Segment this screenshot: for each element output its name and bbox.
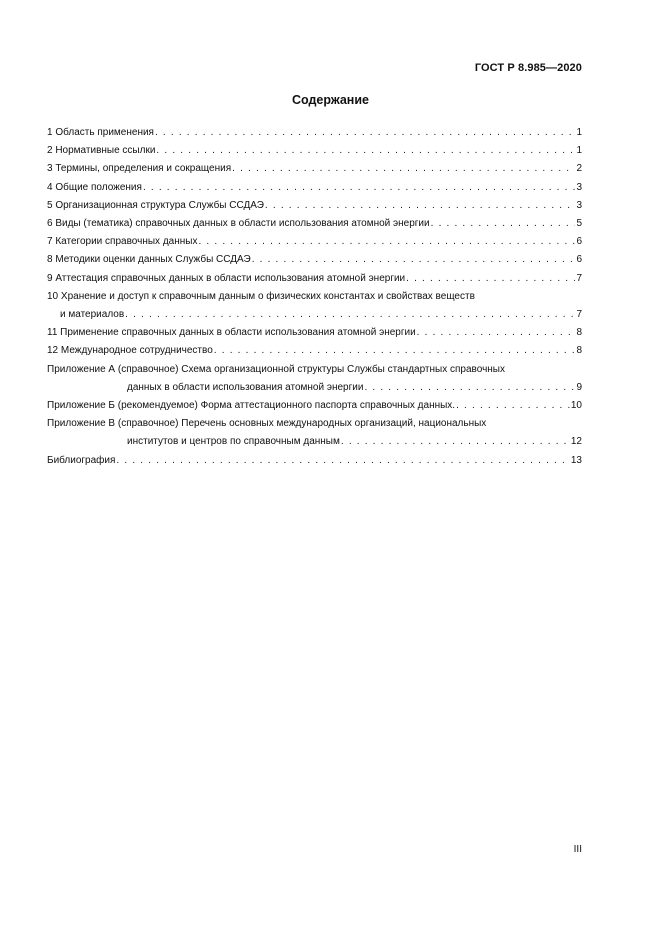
toc-entry-title-line1: 10 Хранение и доступ к справочным данным о физических константах и свойствах веществ	[47, 290, 475, 302]
toc-entry[interactable]	[47, 342, 582, 360]
toc-entry[interactable]	[47, 361, 582, 397]
toc-entry-title: данных в области использования атомной энергии	[127, 381, 364, 393]
toc-entry-page: 12	[570, 436, 582, 448]
leader-dots	[252, 251, 576, 269]
toc-entry-title: и материалов	[60, 309, 125, 321]
leader-dots	[156, 142, 575, 160]
toc-entry-page: 13	[570, 454, 582, 466]
toc-entry-title: 4 Общие положения	[47, 181, 142, 193]
toc-entry-title: 11 Применение справочных данных в области использования атомной энергии	[47, 327, 416, 339]
toc-entry-page: 7	[576, 272, 582, 284]
toc-entry[interactable]	[47, 288, 582, 324]
toc-entry-page: 2	[576, 163, 582, 175]
toc-entry[interactable]	[47, 251, 582, 269]
toc-entry-title: 9 Аттестация справочных данных в области использования атомной энергии	[47, 272, 406, 284]
leader-dots	[364, 379, 575, 397]
toc-entry-title: 5 Организационная структура Службы ССДАЭ	[47, 199, 264, 211]
toc-entry-title-line1: Приложение А (справочное) Схема организационной структуры Службы стандартных справочных	[47, 363, 505, 375]
leader-dots	[232, 160, 575, 178]
document-code: ГОСТ Р 8.985—2020	[474, 62, 582, 74]
toc-entry-title: 2 Нормативные ссылки	[47, 145, 156, 157]
toc-entry-page: 9	[576, 381, 582, 393]
toc-entry-page: 6	[576, 254, 582, 266]
toc-entry[interactable]	[47, 397, 582, 415]
toc-entry-page: 6	[576, 236, 582, 248]
leader-dots	[417, 324, 576, 342]
toc-entry-title: Библиография	[47, 454, 116, 466]
toc-entry-page: 3	[576, 199, 582, 211]
page-title: Содержание	[291, 93, 369, 107]
toc-entry-title: 3 Термины, определения и сокращения	[47, 163, 232, 175]
leader-dots	[265, 197, 576, 215]
toc-entry[interactable]	[47, 160, 582, 178]
toc-entry-page: 7	[576, 309, 582, 321]
toc-entry[interactable]	[47, 197, 582, 215]
toc-entry-title: 8 Методики оценки данных Службы ССДАЭ	[47, 254, 251, 266]
page-number: III	[573, 844, 582, 855]
toc-entry[interactable]	[47, 215, 582, 233]
leader-dots	[143, 179, 576, 197]
toc-entry-page: 1	[576, 127, 582, 138]
leader-dots	[431, 215, 576, 233]
leader-dots	[125, 306, 575, 324]
leader-dots	[198, 233, 575, 251]
leader-dots	[214, 342, 576, 360]
toc-entry-page: 3	[576, 181, 582, 193]
toc-entry-page: 8	[576, 327, 582, 339]
toc-entry-page: 10	[570, 400, 582, 412]
leader-dots	[116, 452, 569, 470]
leader-dots	[341, 433, 570, 451]
toc-entry-title: 7 Категории справочных данных	[47, 236, 198, 248]
toc-entry[interactable]	[47, 142, 582, 160]
toc-entry-title-line1: Приложение В (справочное) Перечень основных международных организаций, национальных	[47, 418, 487, 430]
toc-entry[interactable]	[47, 452, 582, 470]
toc-entry[interactable]	[47, 179, 582, 197]
leader-dots	[155, 124, 575, 142]
leader-dots	[406, 270, 575, 288]
toc-entry-page: 1	[576, 145, 582, 157]
toc-entry[interactable]	[47, 124, 582, 142]
toc-entry[interactable]	[47, 233, 582, 251]
toc-entry[interactable]	[47, 270, 582, 288]
toc-entry[interactable]	[47, 324, 582, 342]
toc-entry-title: институтов и центров по справочным данным	[127, 436, 340, 448]
table-of-contents	[47, 124, 582, 470]
toc-entry-title: Приложение Б (рекомендуемое) Форма аттестационного паспорта справочных данных.	[47, 400, 456, 412]
toc-entry-title: 1 Область применения	[47, 127, 154, 138]
toc-entry-page: 5	[576, 218, 582, 230]
leader-dots	[456, 397, 570, 415]
toc-entry[interactable]	[47, 415, 582, 451]
toc-entry-page: 8	[576, 345, 582, 357]
toc-entry-title: 6 Виды (тематика) справочных данных в области использования атомной энергии	[47, 218, 430, 230]
toc-entry-title: 12 Международное сотрудничество	[47, 345, 213, 357]
